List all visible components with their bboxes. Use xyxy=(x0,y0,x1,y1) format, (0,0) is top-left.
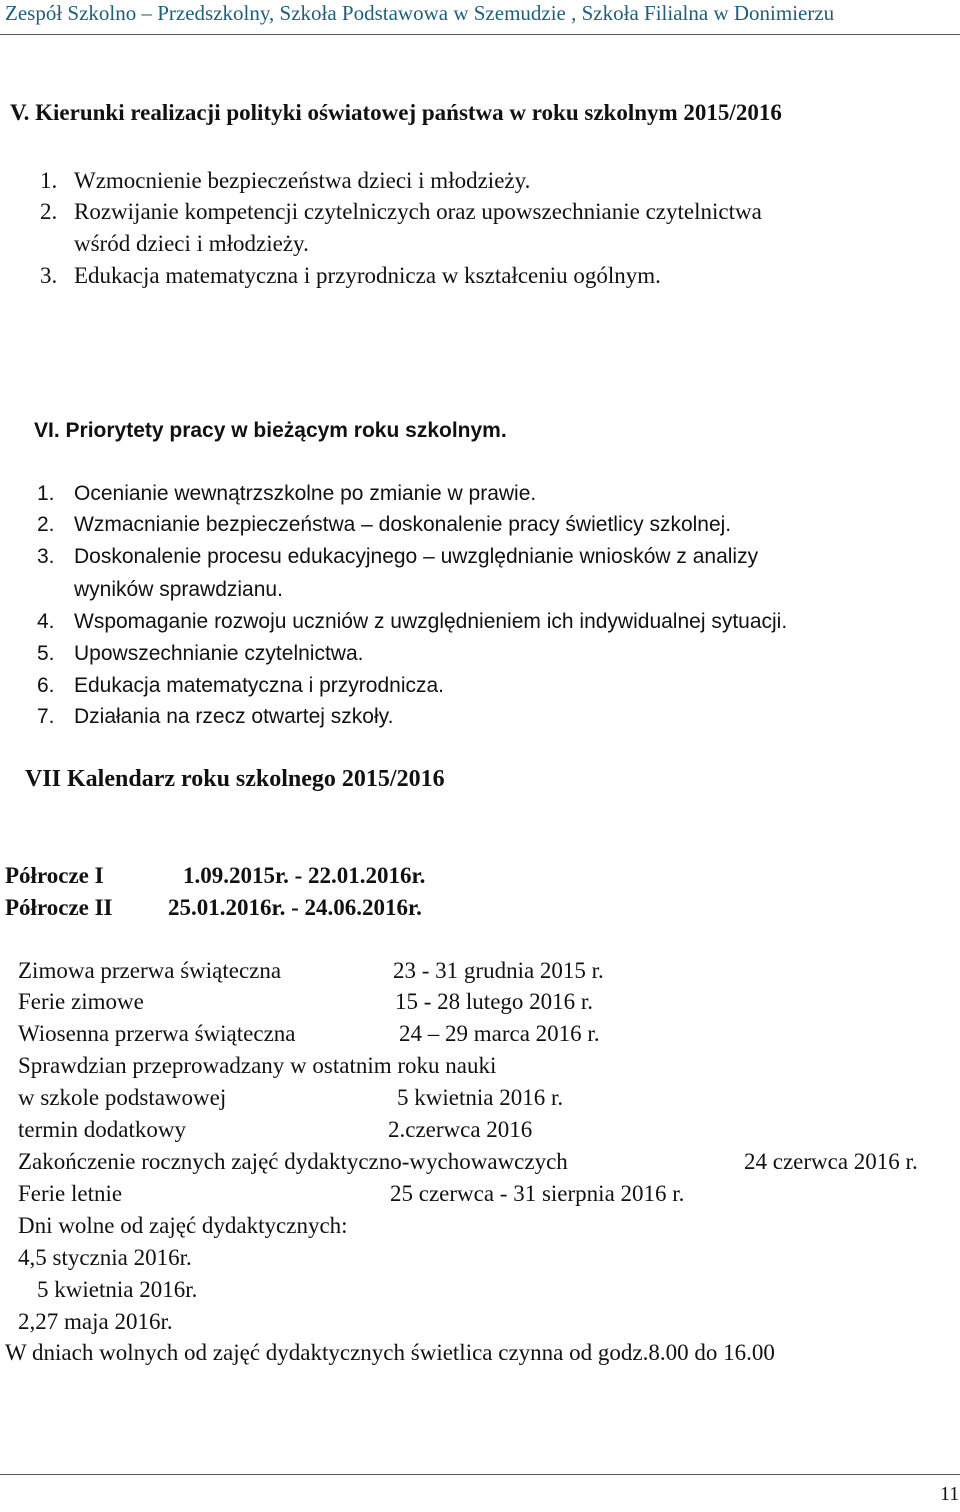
calendar-event xyxy=(18,1021,918,1051)
days-off-heading: Dni wolne od zajęć dydaktycznych: xyxy=(18,1213,348,1238)
list-item xyxy=(37,674,444,698)
day-off-item: 2,27 maja 2016r. xyxy=(18,1309,173,1334)
calendar-event xyxy=(18,989,918,1019)
list-text: Wzmacnianie bezpieczeństwa – doskonalenie pracy świetlicy szkolnej. xyxy=(74,513,732,536)
footer-divider xyxy=(0,1474,960,1475)
event-label: Zimowa przerwa świąteczna xyxy=(18,958,282,983)
list-text: Ocenianie wewnątrzszkolne po zmianie w prawie. xyxy=(74,482,537,505)
page-number: 11 xyxy=(940,1483,960,1505)
section-vi-title: VI. Priorytety pracy w bieżącym roku szkolnym. xyxy=(34,419,507,442)
list-text: Edukacja matematyczna i przyrodnicza w kształceniu ogólnym. xyxy=(74,263,661,288)
event-label: Zakończenie rocznych zajęć dydaktyczno-wychowawczych xyxy=(18,1149,568,1174)
list-text: Działania na rzecz otwartej szkoły. xyxy=(74,705,394,728)
list-text-continuation: wyników sprawdzianu. xyxy=(74,578,283,601)
list-text: Rozwijanie kompetencji czytelniczych oraz upowszechnianie czytelnictwa xyxy=(74,199,762,224)
semester-dates: 25.01.2016r. - 24.06.2016r. xyxy=(168,895,422,920)
event-label: termin dodatkowy xyxy=(18,1117,186,1142)
list-text: Wzmocnienie bezpieczeństwa dzieci i młodzieży. xyxy=(74,168,531,193)
list-item xyxy=(40,168,530,194)
semester-dates: 1.09.2015r. - 22.01.2016r. xyxy=(183,863,426,888)
calendar-event xyxy=(18,1085,918,1115)
semester-label: Półrocze I xyxy=(5,863,104,888)
document-header: Zespół Szkolno – Przedszkolny, Szkoła Podstawowa w Szemudzie , Szkoła Filialna w Donimierzu xyxy=(5,1,835,25)
day-off-item: 5 kwietnia 2016r. xyxy=(37,1277,198,1302)
list-text: Edukacja matematyczna i przyrodnicza. xyxy=(74,674,444,697)
list-item xyxy=(37,610,787,634)
list-item xyxy=(37,545,758,569)
event-label: Wiosenna przerwa świąteczna xyxy=(18,1021,296,1046)
calendar-event xyxy=(18,1117,918,1147)
list-item xyxy=(37,642,363,666)
event-label: Sprawdzian przeprowadzany w ostatnim roku nauki xyxy=(18,1053,497,1078)
event-date: 5 kwietnia 2016 r. xyxy=(397,1085,564,1110)
event-label: Ferie letnie xyxy=(18,1181,123,1206)
list-item xyxy=(37,513,731,537)
event-date: 23 - 31 grudnia 2015 r. xyxy=(393,958,604,983)
list-text: Upowszechnianie czytelnictwa. xyxy=(74,642,364,665)
list-number: 6. xyxy=(37,674,55,697)
list-number: 3. xyxy=(40,263,58,288)
semester-row xyxy=(5,895,422,921)
semester-label: Półrocze II xyxy=(5,895,113,920)
calendar-event xyxy=(18,1053,918,1083)
list-number: 1. xyxy=(37,482,55,505)
list-number: 3. xyxy=(37,545,55,568)
event-label: Ferie zimowe xyxy=(18,989,144,1014)
list-item xyxy=(37,705,393,729)
event-date: 15 - 28 lutego 2016 r. xyxy=(395,989,594,1014)
list-number: 5. xyxy=(37,642,55,665)
list-item xyxy=(40,199,762,225)
list-text: Doskonalenie procesu edukacyjnego – uwzględnianie wniosków z analizy xyxy=(74,545,759,568)
section-v-title: V. Kierunki realizacji polityki oświatowej państwa w roku szkolnym 2015/2016 xyxy=(10,100,782,125)
footer-note: W dniach wolnych od zajęć dydaktycznych świetlica czynna od godz.8.00 do 16.00 xyxy=(5,1340,775,1365)
event-date: 25 czerwca - 31 sierpnia 2016 r. xyxy=(390,1181,685,1206)
semester-row xyxy=(5,863,425,889)
day-off-item: 4,5 stycznia 2016r. xyxy=(18,1245,192,1270)
event-date: 24 – 29 marca 2016 r. xyxy=(399,1021,600,1046)
calendar-event xyxy=(18,1149,958,1179)
list-number: 4. xyxy=(37,610,55,633)
calendar-event xyxy=(18,1181,918,1211)
list-number: 2. xyxy=(37,513,55,536)
list-text-continuation: wśród dzieci i młodzieży. xyxy=(74,231,309,256)
event-date: 2.czerwca 2016 xyxy=(388,1117,533,1142)
event-label: w szkole podstawowej xyxy=(18,1085,227,1110)
list-number: 2. xyxy=(40,199,58,224)
list-item xyxy=(40,263,661,289)
list-number: 1. xyxy=(40,168,58,193)
calendar-event xyxy=(18,958,918,988)
list-item xyxy=(37,482,536,506)
event-date: 24 czerwca 2016 r. xyxy=(744,1149,918,1174)
list-text: Wspomaganie rozwoju uczniów z uwzględnieniem ich indywidualnej sytuacji. xyxy=(74,610,788,633)
header-divider xyxy=(0,34,960,35)
list-number: 7. xyxy=(37,705,55,728)
section-vii-title: VII Kalendarz roku szkolnego 2015/2016 xyxy=(25,766,445,792)
